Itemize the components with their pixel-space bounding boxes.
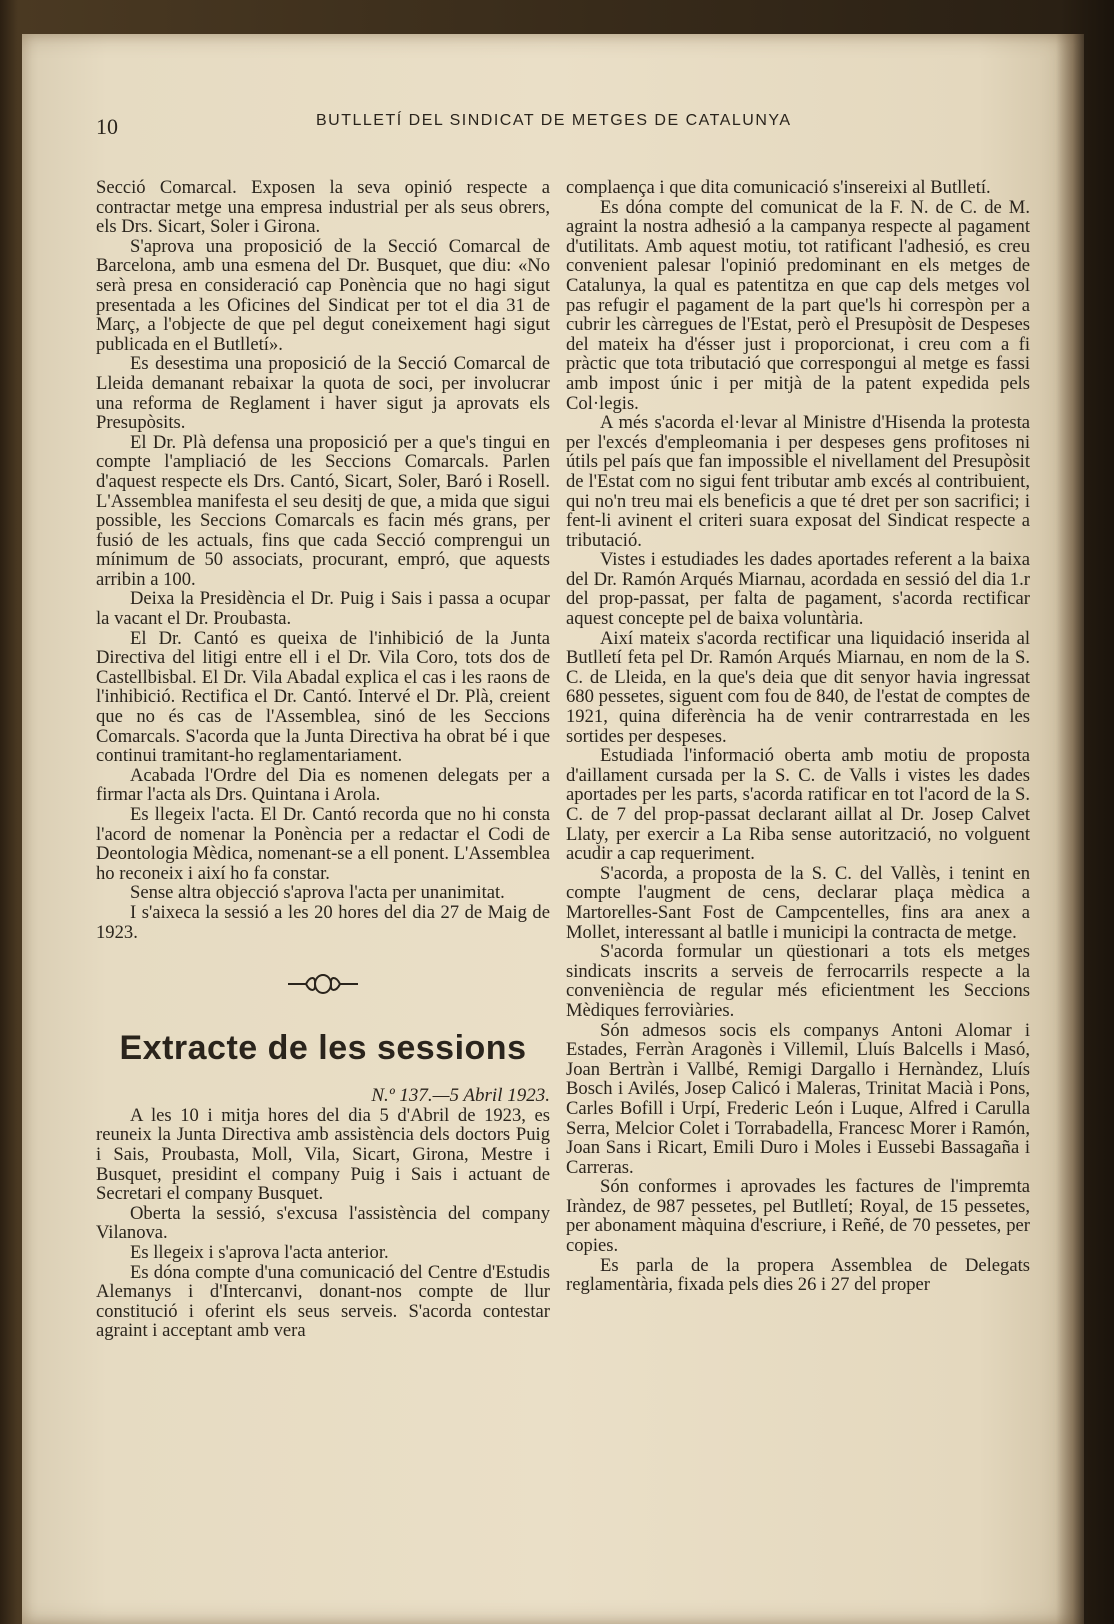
- right-column: [566, 178, 1030, 1295]
- paragraph: Es parla de la propera Assemblea de Delegats reglamentària, fixada pels dies 26 i 27 del proper: [566, 1254, 1030, 1296]
- paragraph: Es dóna compte d'una comunicació del Centre d'Estudis Alemanys i d'Intercanvi, donant-nos compte de llur constitució i oferint els seus serveis. S'acorda contestar agraint i acceptant amb vera: [96, 1261, 550, 1342]
- paragraph: Acabada l'Ordre del Dia es nomenen delegats per a firmar l'acta als Drs. Quintana i Arola.: [96, 764, 550, 806]
- paragraph: A les 10 i mitja hores del dia 5 d'Abril de 1923, es reuneix la Junta Directiva amb assistència dels doctors Puig i Sais, Proubasta, Moll, Vila, Sicart, Girona, Mestre i Busquet, presidint el company Puig i Sais i actuant de Secretari el company Busquet.: [96, 1104, 550, 1205]
- paragraph: Sense altra objecció s'aprova l'acta per unanimitat.: [130, 882, 505, 904]
- paragraph: Es desestima una proposició de la Secció Comarcal de Lleida demanant rebaixar la quota de soci, per involucrar una reforma de Reglament i haver sigut ja aprovats els Presupòsits.: [96, 353, 550, 434]
- paragraph: A més s'acorda el·levar al Ministre d'Hisenda la protesta per l'excés d'empleomania i per despeses gens profitoses ni útils pel país que fan impossible el nivellament del Presupòsit de l'Estat com no sigui fent tributar amb excés al contribuient, qui no'n treu mai els beneficis a que té dret per son sacrifici; i fent-li avinent el criteri suara exposat del Sindicat respecte a tributació.: [566, 412, 1030, 551]
- paragraph: complaença i que dita comunicació s'insereixi al Butlletí.: [566, 177, 991, 198]
- page-header: [96, 106, 966, 139]
- paragraph: I s'aixeca la sessió a les 20 hores del dia 27 de Maig de 1923.: [96, 901, 550, 943]
- paragraph: Són conformes i aprovades les factures de l'impremta Iràndez, de 987 pessetes, pel Butlletí; Royal, de 15 pessetes, per abonament màquina d'escriure, i Reñé, de 70 pessetes, per copies.: [566, 1176, 1030, 1257]
- paragraph: El Dr. Cantó es queixa de l'inhibició de la Junta Directiva del litigi entre ell i el Dr. Vila Coro, tots dos de Castellbisbal. El Dr. Vila Abadal explica el cas i les raons de l'inhibició. Rectifica el Dr. Cantó. Intervé el Dr. Plà, creient que no és cas de l'Assemblea, sinó de les Seccions Comarcals. S'acorda que la Junta Directiva ha obrat bé i que continui tramitant-ho reglamentariament.: [96, 627, 550, 767]
- paragraph: Es dóna compte del comunicat de la F. N. de C. de M. agraint la nostra adhesió a la campanya respecte al pagament d'utilitats. Amb aquest motiu, tot ratificant l'adhesió, es creu convenient palesar l'opinió predominant en els metges de Catalunya, la qual es patentitza en que cap dels metges vol pas refugir el pagament de la part que'ls hi correspòn per a cubrir les càrregues de l'Estat, però el Presupòsit de Despeses del mateix ha d'ésser just i proporcionat, i creu com a fi pràctic que tota tributació que correspongui al metge es fassi amb impost únic i per mitjà de la patent expedida pels Col·legis.: [566, 196, 1030, 414]
- book-spine-shadow: [1056, 34, 1084, 1624]
- ornament-divider: [286, 972, 360, 996]
- paragraph: Es llegeix l'acta. El Dr. Cantó recorda que no hi consta l'acord de nomenar la Ponència per a redactar el Codi de Deontologia Mèdica, nomenant-se a ell ponent. L'Assemblea ho reconeix i així ho fa constar.: [96, 804, 550, 884]
- paragraph: Es llegeix i s'aprova l'acta anterior.: [130, 1241, 389, 1263]
- paragraph: Oberta la sessió, s'excusa l'assistència del company Vilanova.: [96, 1202, 550, 1244]
- paragraph: El Dr. Plà defensa una proposició per a que's tingui en compte l'ampliació de les Seccions Comarcals. Parlen d'aquest respecte els Drs. Cantó, Sicart, Soler, Baró i Rosell. L'Assemblea manifesta el seu desitj de que, a mida que sigui possible, les Seccions Comarcals es facin més grans, per fusió de les actuals, fins que cada Secció comprengui un mínimum de 50 associats, procurant, empró, que aquests arribin a 100.: [96, 431, 550, 590]
- paragraph: Secció Comarcal. Exposen la seva opinió respecte a contractar metge una empresa industrial per als seus obrers, els Drs. Sicart, Soler i Girona.: [96, 177, 550, 238]
- paragraph: Així mateix s'acorda rectificar una liquidació inserida al Butlletí feta pel Dr. Ramón Arqués Miarnau, en nom de la S. C. de Lleida, en la que's deia que dit senyor havia ingressat 680 pessetes, siguent com fou de 840, de l'estat de comptes de 1921, quina diferència ha de venir contrarrestada en les sortides per despeses.: [566, 627, 1030, 747]
- paragraph: S'acorda formular un qüestionari a tots els metges sindicats inscrits a serveis de ferrocarrils respecte a la conveniència de regular més eficientment les Seccions Mèdiques ferroviàries.: [566, 941, 1030, 1021]
- paragraph: S'acorda, a proposta de la S. C. del Vallès, i tenint en compte l'augment de cens, declarar plaça mèdica a Martorelles-Sant Fost de Campcentelles, fins ara anex a Mollet, interessant al batlle i municipi la contracta de metge.: [566, 862, 1030, 943]
- running-title: BUTLLETÍ DEL SINDICAT DE METGES DE CATALUNYA: [316, 112, 792, 129]
- paragraph: Estudiada l'informació oberta amb motiu de proposta d'aillament cursada per la S. C. de Valls i vistes les dades aportades per les parts, s'acorda ratificar en tot l'acord de la S. C. de 7 del prop-passat declarant aillat al Dr. Josep Calvet Llaty, per exercir a La Riba sense autorització, no volguent acudir a cap requeriment.: [566, 745, 1030, 865]
- page-number: 10: [96, 114, 118, 139]
- paragraph: Són admesos socis els companys Antoni Alomar i Estades, Ferràn Aragonès i Villemil, Lluís Balcells i Masó, Joan Bertràn i Vallbé, Remigi Dargallo i Hernàndez, Lluís Bosch i Avilés, Josep Calicó i Maleras, Trinitat Macià i Pons, Carles Bofill i Urpí, Frederic León i Luque, Alfred i Carulla Serra, Melcior Colet i Torrabadella, Francesc Morer i Ramón, Joan Sans i Ricart, Emili Duro i Moles i Eussebi Bassagaña i Carreras.: [566, 1019, 1030, 1178]
- paragraph: S'aprova una proposició de la Secció Comarcal de Barcelona, amb una esmena del Dr. Busquet, que diu: «No serà presa en consideració cap Ponència que no hagi sigut presentada a les Oficines del Sindicat per tot el dia 31 de Març, a l'objecte de que pel degut coneixement hagi sigut publicada en el Butlletí».: [96, 235, 550, 355]
- paragraph: Vistes i estudiades les dades aportades referent a la baixa del Dr. Ramón Arqués Miarnau, acordada en sessió del dia 1.r del prop-passat, per falta de pagament, s'acorda rectificar aquest concepte pel de baixa voluntària.: [566, 549, 1030, 630]
- section-title: Extracte de les sessions: [119, 1029, 527, 1068]
- left-column: [96, 178, 550, 1341]
- paragraph: Deixa la Presidència el Dr. Puig i Sais i passa a ocupar la vacant el Dr. Proubasta.: [96, 588, 550, 630]
- session-reference: N.º 137.—5 Abril 1923.: [371, 1085, 550, 1107]
